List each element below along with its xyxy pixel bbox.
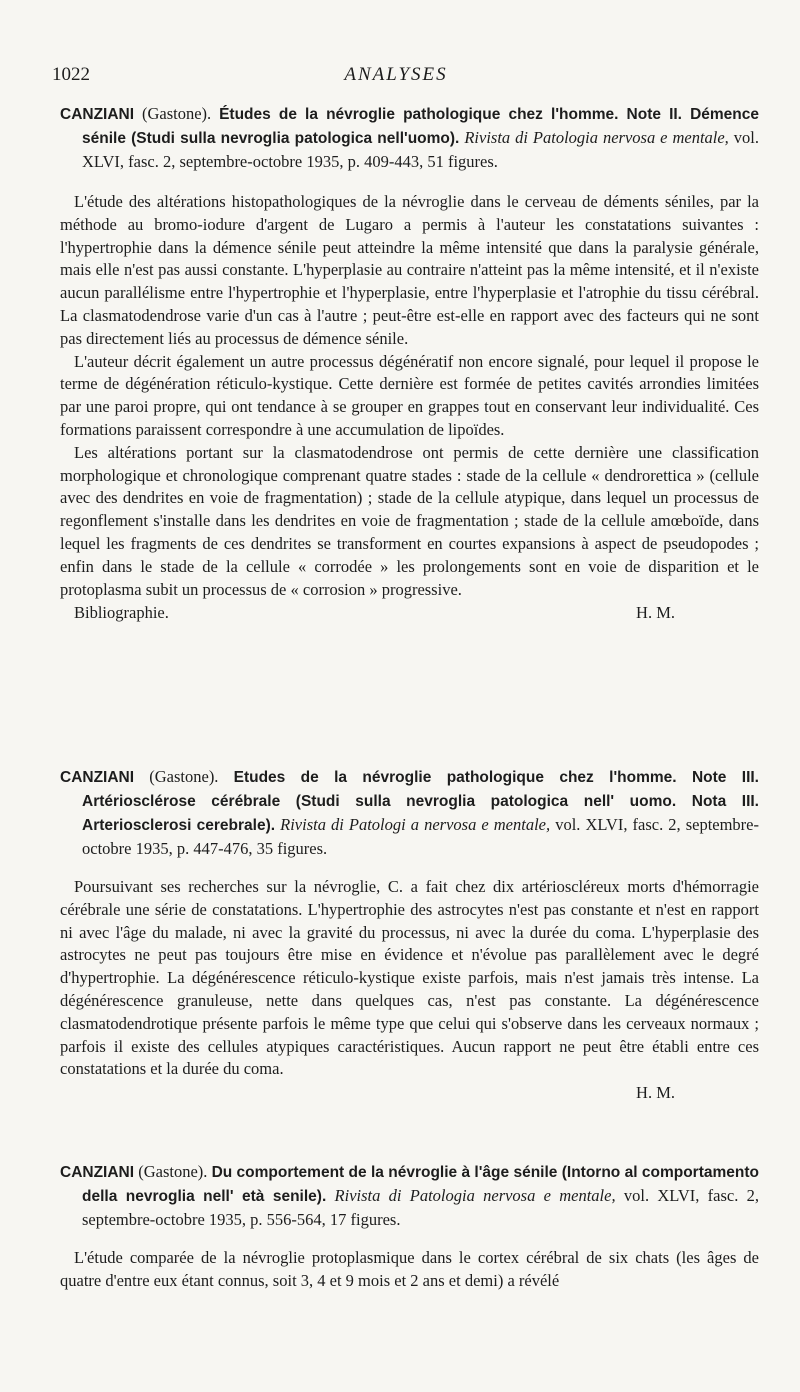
body-paragraph: Poursuivant ses recherches sur la névroglie, C. a fait chez dix artérioscléreux morts d'hémorragie cérébrale une série de constatations. L'hypertrophie des astrocytes n'est pas constante et n'est en rapport ni avec l'âge du malade, ni avec la gravité du processus, ni avec la durée du coma. L'hyperplasie des astrocytes ne peut pas toujours être mise en évidence et n'évolue pas parallèlement avec le degré d'hypertrophie. La dégénérescence réticulo-kystique existe parfois, mais n'est jamais très intense. La dégénérescence granuleuse, nette dans quelques cas, n'est pas constante. La dégénérescence clasmatodendrotique présente parfois le même type que celui qui s'observe dans les cerveaux normaux ; parfois il existe des cellules atypiques caractéristiques. Aucun rapport ne peut être établi entre ces constatations et la durée du coma. <box>60 877 759 1079</box>
review-entry-2 <box>60 765 759 1104</box>
running-title: ANALYSES <box>344 64 448 85</box>
journal-name: Rivista di Patologi a nervosa e mentale, <box>280 815 551 834</box>
review-entry-3 <box>60 1160 759 1293</box>
author-first-name: (Gastone). <box>138 1162 208 1181</box>
body-paragraph: L'étude des altérations histopathologiques de la névroglie dans le cerveau de déments séniles, par la méthode au bromo-iodure d'argent de Lugaro a permis à l'auteur les constatations suivantes : l'hypertrophie dans la démence sénile peut atteindre la même intensité que dans la paralysie générale, mais elle n'est pas aussi constante. L'hyperplasie au contraire n'atteint pas la même intensité, et il n'existe aucun parallélisme entre l'hypertrophie et l'hyperplasie, entre l'hyperplasie et l'atrophie du tissu cérébral. La clasmatodendrose varie d'un cas à l'autre ; peut-être est-elle en rapport avec des facteurs qui ne sont pas directement liés au processus de démence sénile. <box>60 192 759 348</box>
page-header <box>52 64 740 92</box>
body-paragraph: L'étude comparée de la névroglie protoplasmique dans le cortex cérébral de six chats (les âges de quatre d'entre eux étant connus, soit 3, 4 et 9 mois et 2 ans et demi) a révélé <box>60 1248 759 1290</box>
journal-name: Rivista di Patologia nervosa e mentale, <box>334 1186 616 1205</box>
article-title: Etudes de la névroglie pathologique chez l'homme. Note III. Artériosclérose cérébrale (Studi sulla nevroglia patologica nell' uomo. Nota III. Arteriosclerosi cerebrale). <box>82 769 759 834</box>
citation-details: vol. XLVI, fasc. 2, septembre-octobre 1935, p. 556-564, 17 figures. <box>82 1186 759 1229</box>
bibliography-note: Bibliographie. <box>74 603 169 623</box>
citation-details: vol. XLVI, fasc. 2, septembre-octobre 1935, p. 447-476, 35 figures. <box>82 815 760 858</box>
citation-details: vol. XLVI, fasc. 2, septembre-octobre 1935, p. 409-443, 51 figures. <box>82 128 759 171</box>
author-first-name: (Gastone). <box>149 767 219 786</box>
reviewer-initials: H. M. <box>636 603 675 623</box>
page-number: 1022 <box>52 64 90 85</box>
reference-citation <box>60 102 759 173</box>
author-name: CANZIANI <box>60 106 135 123</box>
article-title: Études de la névroglie pathologique chez l'homme. Note II. Démence sénile (Studi sulla nevroglia patologica nell'uomo). <box>82 106 760 147</box>
reference-citation <box>60 1160 759 1231</box>
body-paragraph: L'auteur décrit également un autre processus dégénératif non encore signalé, pour lequel il propose le terme de dégénération réticulo-kystique. Cette dernière est formée de petites cavités arrondies limitées par une paroi propre, qui ont tendance à se grouper en grappes tout en conservant leur individualité. Ces formations paraissent correspondre à une accumulation de lipoïdes. <box>60 351 759 439</box>
author-name: CANZIANI <box>60 769 135 786</box>
signature-line <box>60 601 759 624</box>
review-entry-1 <box>60 102 759 624</box>
body-paragraph: Les altérations portant sur la clasmatodendrose ont permis de cette dernière une classification morphologique et chronologique comprenant quatre stades : stade de la cellule « dendrorettica » (cellule avec des dendrites en voie de fragmentation) ; stade de la cellule atypique, dans lequel un processus de regonflement s'installe dans les dendrites en voie de fragmentation ; stade de la cellule amœboïde, dans lequel les fragments de ces dendrites se transforment en courtes expansions à aspect de pseudopodes ; enfin dans le stade de la cellule « corrodée » les prolongements sont en voie de disparition et le protoplasma subit un processus de « corrosion » progressive. <box>60 442 759 599</box>
author-name: CANZIANI <box>60 1164 135 1181</box>
author-first-name: (Gastone). <box>141 104 212 123</box>
journal-name: Rivista di Patologia nervosa e mentale, <box>464 128 729 147</box>
reference-citation <box>60 765 759 860</box>
article-title: Du comportement de la névroglie à l'âge sénile (Intorno al comportamento della nevroglia nell' età senile). <box>82 1164 759 1205</box>
reviewer-initials: H. M. <box>636 1083 675 1103</box>
